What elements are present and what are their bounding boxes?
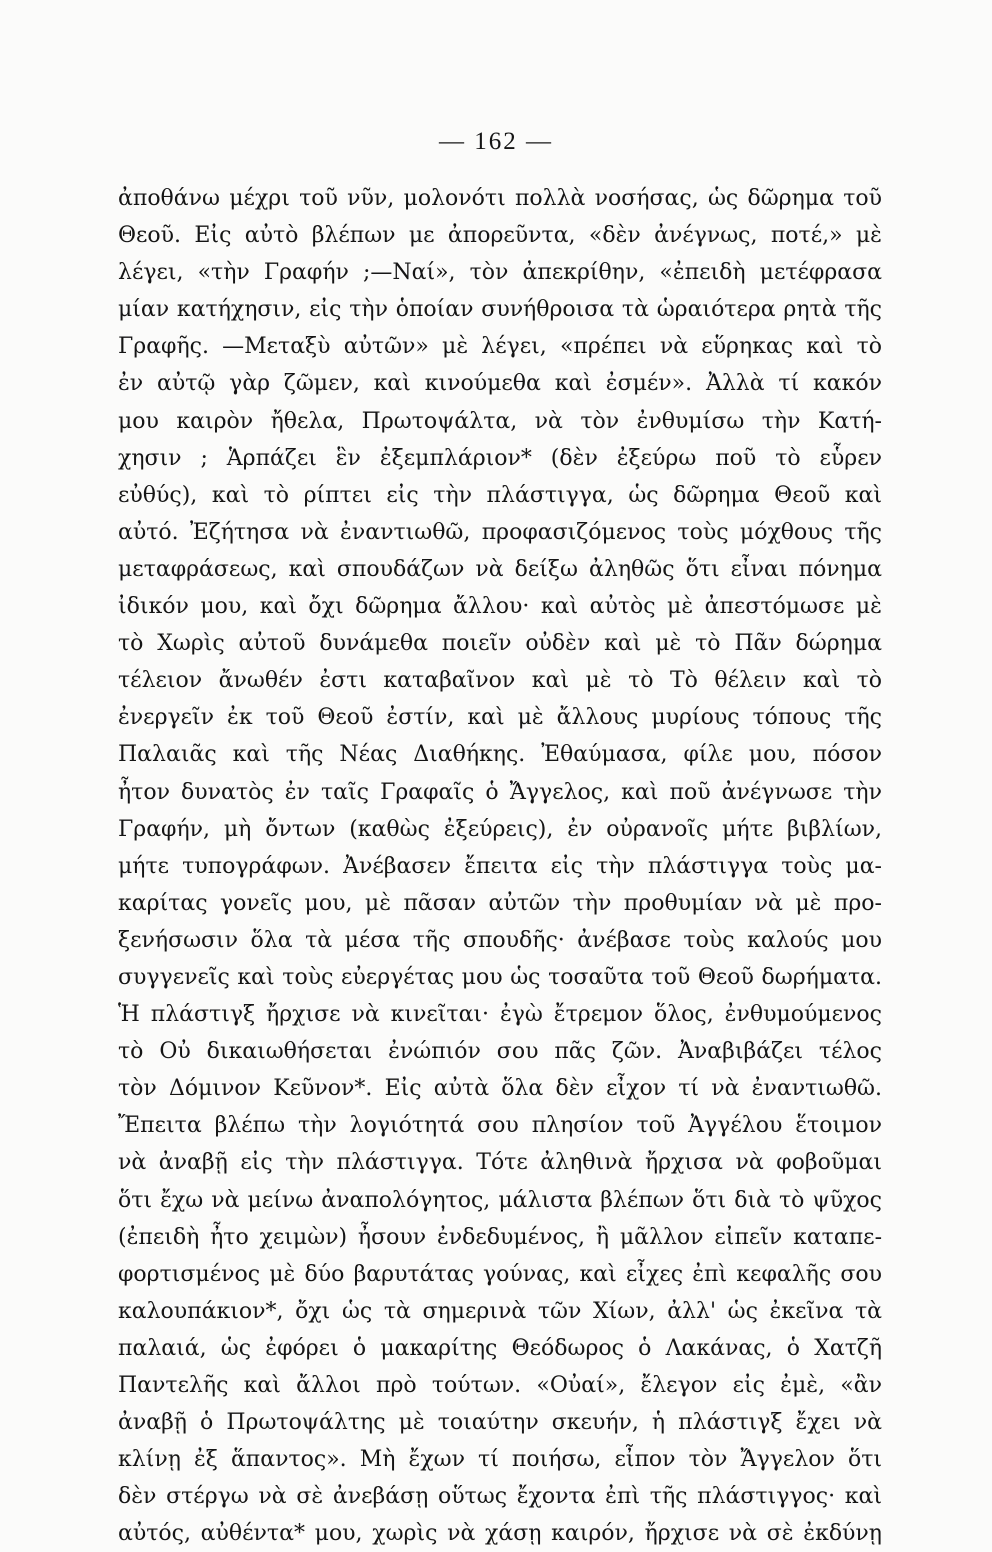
text-line [118,848,882,885]
text-line-content: τέλειον ἄνωθέν ἐστι καταβαῖνον καὶ μὲ τὸ Τὸ θέλειν καὶ τὸ [118,668,882,694]
text-line [118,996,882,1033]
text-line-content: μίαν κατήχησιν, εἰς τὴν ὁποίαν συνήθροισα τὰ ὡραιότερα ρητὰ τῆς [118,297,882,323]
text-line-content: συγγενεῖς καὶ τοὺς εὐεργέτας μου ὡς τοσαῦτα τοῦ Θεοῦ δωρήματα. [118,964,882,990]
text-line [118,1367,882,1404]
text-line-content: ἐν αὐτῷ γὰρ ζῶμεν, καὶ κινούμεθα καὶ ἐσμέν». Ἀλλὰ τί κακόν [118,371,882,397]
text-line [118,1107,882,1144]
text-line [118,885,882,922]
text-line-content: τὸν Δόμινον Κεῦνον*. Εἰς αὐτὰ ὅλα δὲν εἶχον τί νὰ ἐναντιωθῶ. [118,1076,882,1102]
text-line [118,1515,882,1552]
text-line-content: Ἔπειτα βλέπω τὴν λογιότητά σου πλησίον τοῦ Ἀγγέλου ἕτοιμον [118,1113,882,1139]
text-line-content: μεταφράσεως, καὶ σπουδάζων νὰ δείξω ἀληθῶς ὅτι εἶναι πόνημα [118,556,882,582]
text-line [118,774,882,811]
text-line [118,1033,882,1070]
text-line [118,291,882,328]
text-line [118,1219,882,1256]
text-line-content: δὲν στέργω νὰ σὲ ἀνεβάσῃ οὕτως ἔχοντα ἐπὶ τῆς πλάστιγγος· καὶ [118,1484,882,1510]
page-number: — 162 — [439,128,553,155]
text-line [118,922,882,959]
text-line [118,1144,882,1181]
text-line [118,1293,882,1330]
body-text [118,180,882,1552]
text-line-content: Γραφῆς. —Μεταξὺ αὐτῶν» μὲ λέγει, «πρέπει νὰ εὕρηκας καὶ τὸ [118,334,882,360]
text-line [118,551,882,588]
text-line [118,811,882,848]
text-line [118,959,882,996]
text-line-content: ξενήσωσιν ὅλα τὰ μέσα τῆς σπουδῆς· ἀνέβασε τοὺς καλούς μου [118,927,882,953]
text-line-content: μήτε τυπογράφων. Ἀνέβασεν ἔπειτα εἰς τὴν πλάστιγγα τοὺς μα- [118,853,882,879]
text-line-content: ὅτι ἔχω νὰ μείνω ἀναπολόγητος, μάλιστα βλέπων ὅτι διὰ τὸ ψῦχος [118,1187,882,1213]
text-line-content: αὐτό. Ἐζήτησα νὰ ἐναντιωθῶ, προφασιζόμενος τοὺς μόχθους τῆς [118,519,882,545]
text-line [118,403,882,440]
text-line-content: λέγει, «τὴν Γραφήν ;—Ναί», τὸν ἀπεκρίθην, «ἐπειδὴ μετέφρασα [118,260,882,286]
text-line-content: Ἡ πλάστιγξ ἤρχισε νὰ κινεῖται· ἐγὼ ἔτρεμον ὅλος, ἐνθυμούμενος [118,1002,882,1028]
text-line [118,625,882,662]
text-line [118,1478,882,1515]
text-line [118,736,882,773]
text-line [118,662,882,699]
text-line [118,514,882,551]
text-line-content: Θεοῦ. Εἰς αὐτὸ βλέπων με ἀπορεῦντα, «δὲν ἀνέγνως, ποτέ,» μὲ [118,223,882,249]
text-line [118,1070,882,1107]
text-line-content: κλίνῃ ἐξ ἅπαντος». Μὴ ἔχων τί ποιήσω, εἶπον τὸν Ἄγγελον ὅτι [118,1447,882,1473]
text-line-content: ἀναβῇ ὁ Πρωτοψάλτης μὲ τοιαύτην σκευήν, ἡ πλάστιγξ ἔχει νὰ [118,1410,882,1436]
text-line-content: παλαιά, ὡς ἐφόρει ὁ μακαρίτης Θεόδωρος ὁ Λακάνας, ὁ Χατζῆ [118,1335,882,1361]
text-line-content: ἦτον δυνατὸς ἐν ταῖς Γραφαῖς ὁ Ἄγγελος, καὶ ποῦ ἀνέγνωσε τὴν [118,779,882,805]
text-line-content: καλουπάκιον*, ὄχι ὡς τὰ σημερινὰ τῶν Χίων, ἀλλ' ὡς ἐκεῖνα τὰ [118,1298,882,1324]
text-line-content: μου καιρὸν ἤθελα, Πρωτοψάλτα, νὰ τὸν ἐνθυμίσω τὴν Κατή- [118,408,882,434]
text-line-content: ἀποθάνω μέχρι τοῦ νῦν, μολονότι πολλὰ νοσήσας, ὡς δῶρημα τοῦ [118,186,882,211]
text-line-content: Παντελῆς καὶ ἄλλοι πρὸ τούτων. «Οὐαί», ἔλεγον εἰς ἐμὲ, «ἂν [118,1373,882,1398]
text-line [118,254,882,291]
text-line-content: (ἐπειδὴ ἦτο χειμὼν) ἦσουν ἐνδεδυμένος, ἢ μᾶλλον εἰπεῖν καταπε- [118,1224,882,1250]
text-line [118,440,882,477]
text-line-content: τὸ Χωρὶς αὐτοῦ δυνάμεθα ποιεῖν οὐδὲν καὶ μὲ τὸ Πᾶν δώρημα [118,631,882,657]
text-line [118,1330,882,1367]
text-line-content: ἰδικόν μου, καὶ ὄχι δῶρημα ἄλλου· καὶ αὐτὸς μὲ ἀπεστόμωσε μὲ [118,594,882,620]
text-line-content: ἐνεργεῖν ἐκ τοῦ Θεοῦ ἐστίν, καὶ μὲ ἄλλους μυρίους τόπους τῆς [118,705,882,731]
text-line [118,365,882,402]
text-line [118,699,882,736]
text-line [118,1256,882,1293]
text-line-content: καρίτας γονεῖς μου, μὲ πᾶσαν αὐτῶν τὴν προθυμίαν νὰ μὲ προ- [118,890,882,916]
text-line-content: Παλαιᾶς καὶ τῆς Νέας Διαθήκης. Ἐθαύμασα, φίλε μου, πόσον [118,742,882,768]
text-line [118,1182,882,1219]
text-line [118,1441,882,1478]
text-line [118,588,882,625]
text-line [118,1404,882,1441]
text-line-content: αὐτός, αὐθέντα* μου, χωρὶς νὰ χάσῃ καιρόν, ἤρχισε νὰ σὲ ἐκδύνῃ [118,1521,882,1547]
text-line [118,477,882,514]
text-line [118,217,882,254]
text-line-content: Γραφήν, μὴ ὄντων (καθὼς ἐξεύρεις), ἐν οὐρανοῖς μήτε βιβλίων, [118,816,882,842]
text-line [118,180,882,217]
text-line [118,328,882,365]
text-line-content: νὰ ἀναβῇ εἰς τὴν πλάστιγγα. Τότε ἀληθινὰ ἤρχισα νὰ φοβοῦμαι [118,1150,882,1176]
text-line-content: τὸ Οὐ δικαιωθήσεται ἐνώπιόν σου πᾶς ζῶν. Ἀναβιβάζει τέλος [118,1039,882,1065]
text-line-content: φορτισμένος μὲ δύο βαρυτάτας γούνας, καὶ εἶχες ἐπὶ κεφαλῆς σου [118,1261,882,1287]
text-line-content: εὐθύς), καὶ τὸ ρίπτει εἰς τὴν πλάστιγγα, ὡς δῶρημα Θεοῦ καὶ [118,482,882,508]
text-line-content: χησιν ; Ἁρπάζει ἓν ἐξεμπλάριον* (δὲν ἐξεύρω ποῦ τὸ εὗρεν [118,445,882,471]
